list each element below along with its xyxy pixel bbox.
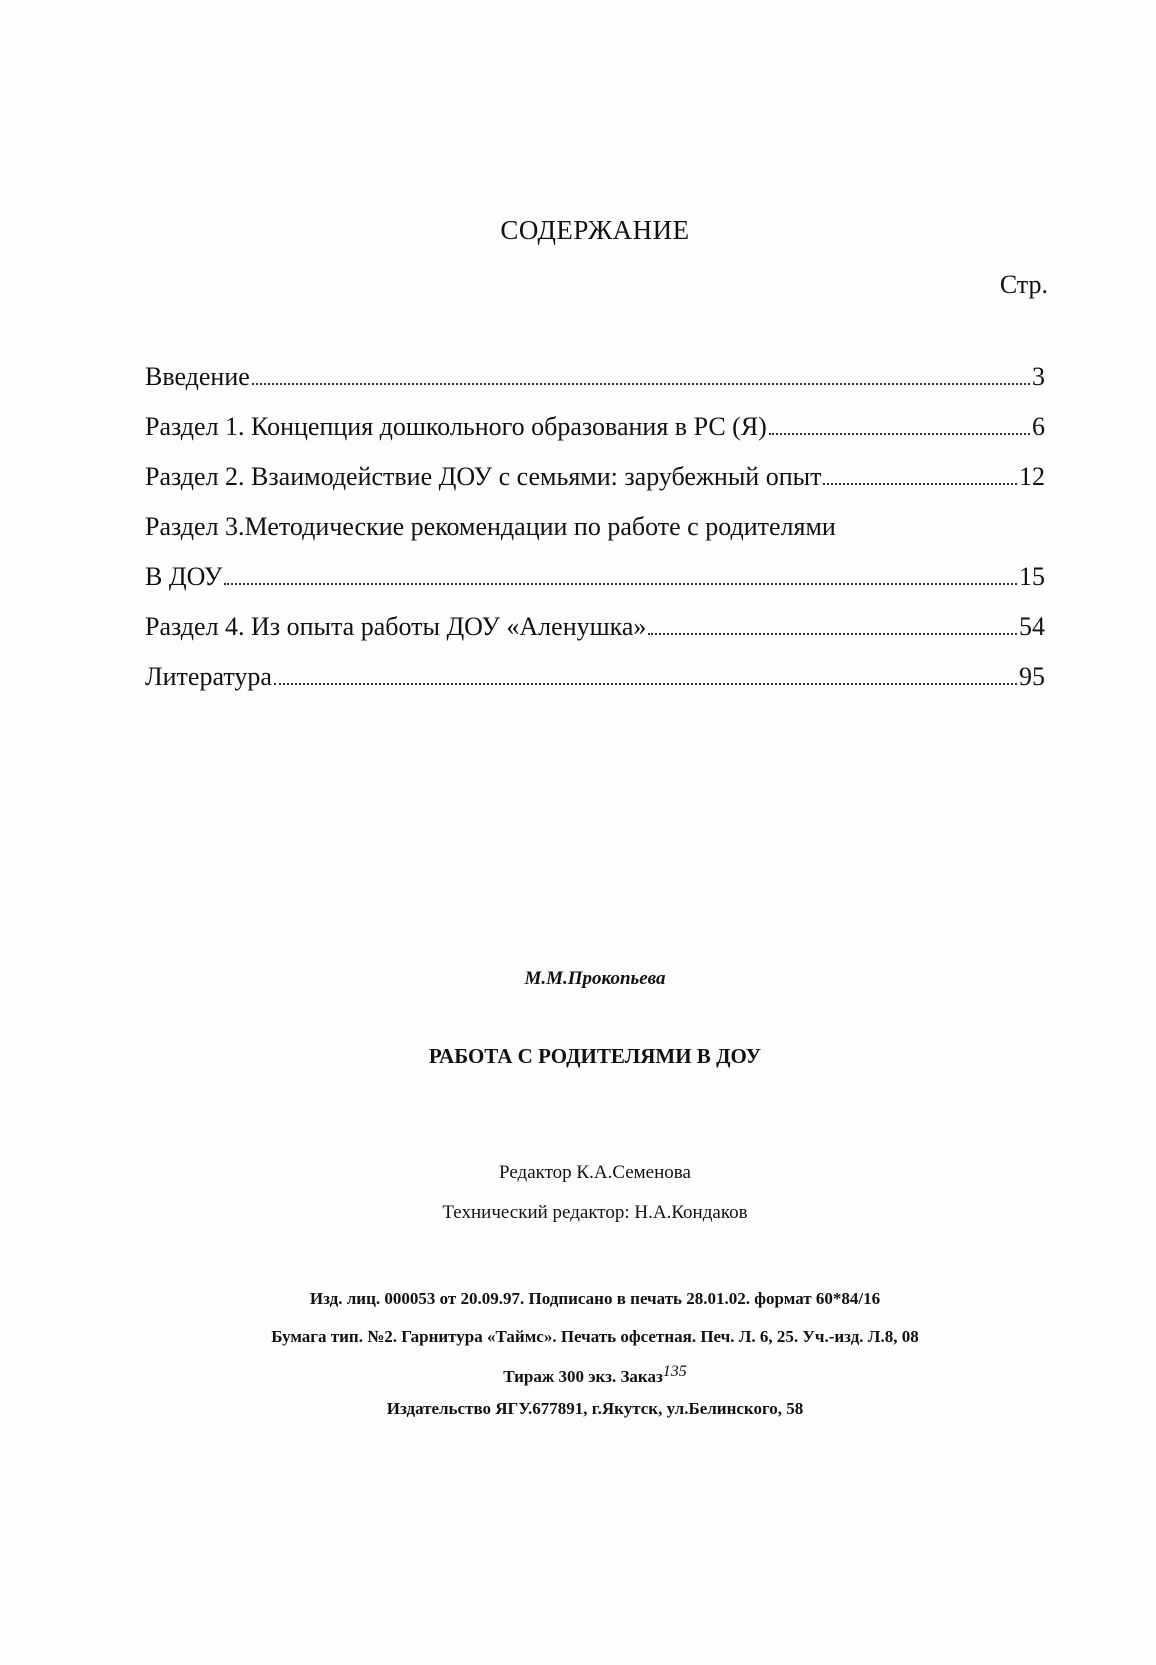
toc-item-page: 6 (1032, 412, 1045, 441)
toc-leader-dots (769, 413, 1030, 435)
toc-leader-dots (823, 463, 1017, 485)
editor-credit: Редактор К.А.Семенова (499, 1162, 691, 1183)
toc-item-title: В ДОУ (145, 562, 223, 591)
technical-editor-credit: Технический редактор: Н.А.Кондаков (442, 1202, 748, 1223)
toc-leader-dots (274, 663, 1017, 685)
toc-item-title: Раздел 4. Из опыта работы ДОУ «Аленушка» (145, 612, 647, 641)
toc-item-title: Раздел 2. Взаимодействие ДОУ с семьями: зарубежный опыт (145, 462, 822, 491)
table-of-contents (145, 362, 1045, 712)
toc-item-page: 12 (1019, 462, 1045, 491)
toc-item-title: Введение (145, 362, 250, 391)
imprint-publisher-line: Издательство ЯГУ.677891, г.Якутск, ул.Белинского, 58 (386, 1399, 804, 1418)
imprint-license-line: Изд. лиц. 000053 от 20.09.97. Подписано в печать 28.01.02. формат 60*84/16 (309, 1289, 881, 1308)
toc-item-title: Литература (145, 662, 272, 691)
handwritten-order-number: 135 (662, 1363, 687, 1380)
toc-item-page: 15 (1019, 562, 1045, 591)
toc-item-page: 95 (1019, 662, 1045, 691)
contents-heading: СОДЕРЖАНИЕ (500, 215, 690, 245)
author-name: М.М.Прокопьева (524, 968, 666, 989)
toc-item-page: 54 (1019, 612, 1045, 641)
toc-leader-dots (252, 363, 1030, 385)
toc-leader-dots (648, 613, 1017, 635)
toc-item-title: Раздел 3.Методические рекомендации по работе с родителями (145, 512, 836, 541)
toc-leader-dots (224, 563, 1017, 585)
book-title: РАБОТА С РОДИТЕЛЯМИ В ДОУ (428, 1044, 762, 1068)
toc-item (145, 362, 1045, 412)
imprint-paper-line: Бумага тип. №2. Гарнитура «Таймс». Печать офсетная. Печ. Л. 6, 25. Уч.-изд. Л.8, 08 (271, 1327, 919, 1346)
toc-item (145, 612, 1045, 662)
page-column-label: Стр. (999, 270, 1048, 299)
toc-item (145, 662, 1045, 712)
toc-item (145, 462, 1045, 512)
toc-item (145, 412, 1045, 462)
toc-item-title: Раздел 1. Концепция дошкольного образования в РС (Я) (145, 412, 767, 441)
imprint-print-run-line (0, 1363, 1156, 1387)
toc-item (145, 512, 1045, 562)
print-run-text: Тираж 300 экз. Заказ (503, 1367, 663, 1386)
toc-item-page: 3 (1032, 362, 1045, 391)
toc-item (145, 562, 1045, 612)
